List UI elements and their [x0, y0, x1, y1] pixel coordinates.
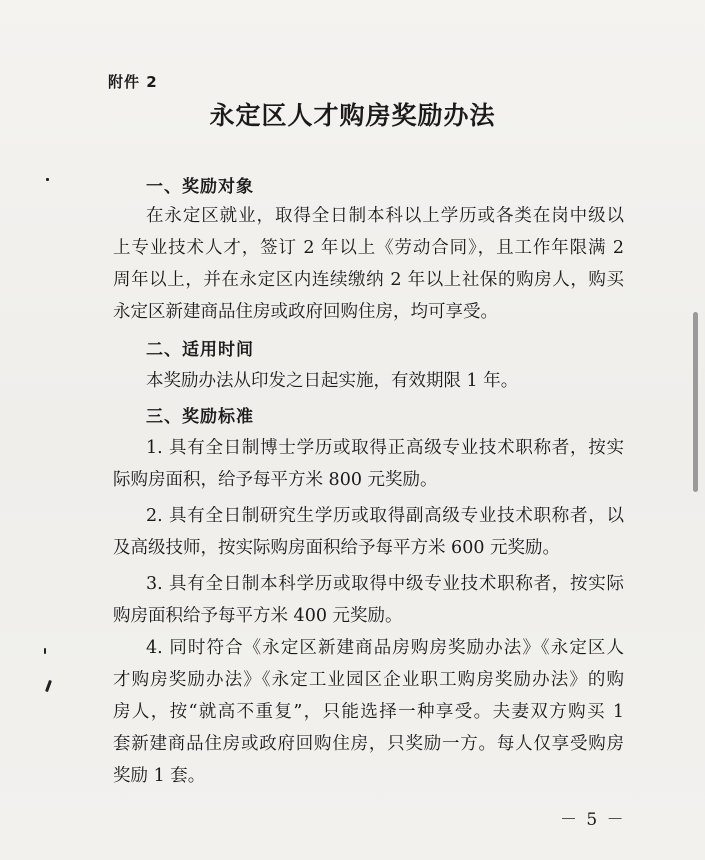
body-line: 本奖励办法从印发之日起实施，有效期限 1 年。	[146, 371, 519, 391]
section-heading-recipients: 一、奖励对象	[146, 177, 254, 197]
body-line: 4. 同时符合《永定区新建商品房购房奖励办法》《永定区人	[146, 638, 624, 658]
body-line: 周年以上，并在永定区内连续缴纳 2 年以上社保的购房人，购买	[113, 270, 624, 290]
body-line: 奖励 1 套。	[113, 766, 206, 786]
scan-speck	[44, 648, 46, 654]
body-line: 上专业技术人才，签订 2 年以上《劳动合同》，且工作年限满 2	[113, 238, 624, 258]
page-number: － 5 －	[560, 810, 626, 830]
vertical-scrollbar[interactable]	[693, 312, 698, 492]
body-line: 际购房面积，给予每平方米 800 元奖励。	[113, 470, 438, 490]
scan-speck	[46, 178, 49, 181]
body-line: 3. 具有全日制本科学历或取得中级专业技术职称者，按实际	[146, 574, 624, 594]
body-line: 才购房奖励办法》《永定工业园区企业职工购房奖励办法》的购	[113, 670, 624, 690]
body-line: 永定区新建商品住房或政府回购住房，均可享受。	[113, 302, 498, 322]
body-line: 2. 具有全日制研究生学历或取得副高级专业技术职称者，以	[146, 506, 624, 526]
section-heading-standard: 三、奖励标准	[146, 407, 254, 427]
body-line: 在永定区就业，取得全日制本科以上学历或各类在岗中级以	[146, 206, 624, 226]
section-heading-period: 二、适用时间	[146, 340, 254, 360]
body-line: 及高级技师，按实际购房面积给予每平方米 600 元奖励。	[113, 538, 561, 558]
body-line: 套新建商品住房或政府回购住房，只奖励一方。每人仅享受购房	[113, 734, 624, 754]
body-line: 购房面积给予每平方米 400 元奖励。	[113, 606, 403, 626]
scan-speck	[45, 680, 52, 692]
body-line: 1. 具有全日制博士学历或取得正高级专业技术职称者，按实	[146, 438, 624, 458]
attachment-label: 附件 2	[108, 73, 158, 91]
document-title: 永定区人才购房奖励办法	[209, 101, 496, 130]
body-line: 房人，按“就高不重复”，只能选择一种享受。夫妻双方购买 1	[113, 702, 624, 722]
